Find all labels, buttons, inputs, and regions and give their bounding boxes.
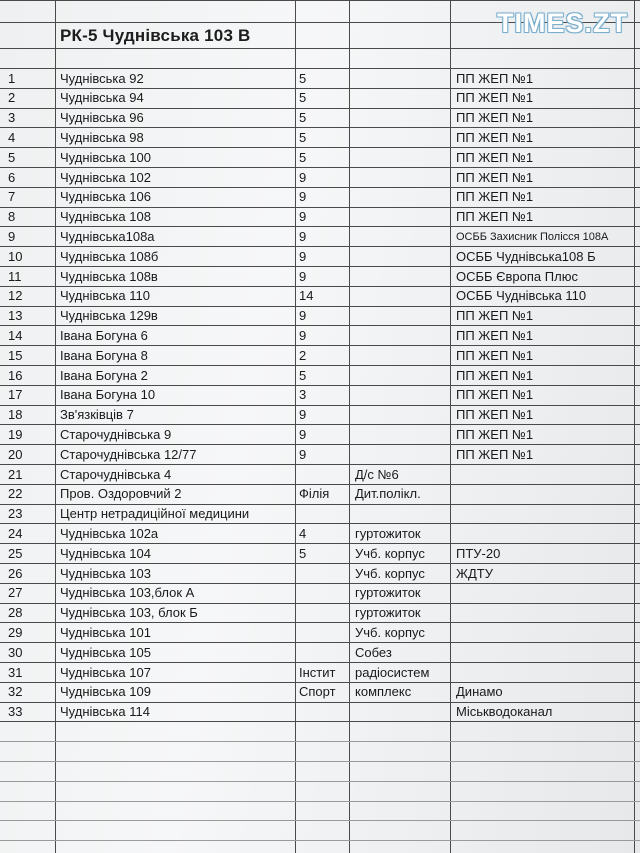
row-divider [0,741,640,742]
table-row [0,346,640,366]
row-address: Чуднівська 110 [60,288,150,304]
row-number: 20 [8,446,23,462]
row-number: 12 [8,288,23,304]
row-organization: ЖДТУ [456,565,494,581]
row-organization: ПП ЖЕП №1 [456,149,534,165]
row-floors: 9 [299,209,307,225]
row-address: Чуднівська 101 [60,624,151,640]
row-number: 23 [8,506,23,522]
row-number: 11 [8,268,22,284]
row-number: 5 [8,149,16,165]
row-organization: ПТУ-20 [456,545,501,561]
table-row [0,326,640,346]
row-divider [0,801,640,802]
row-address: Чуднівська 94 [60,90,144,106]
row-divider [0,0,640,1]
row-number: 2 [8,90,16,106]
row-organization: ПП ЖЕП №1 [456,407,534,423]
row-address: Старочуднівська 12/77 [60,446,197,462]
row-address: Центр нетрадиційної медицини [60,506,250,522]
row-floors: 9 [299,169,307,185]
row-note: Учб. корпус [355,624,425,640]
row-floors: Філія [299,486,330,502]
row-number: 18 [8,407,23,423]
row-number: 15 [8,347,23,363]
table-row [0,643,640,663]
row-number: 7 [8,189,16,205]
row-floors: 5 [299,70,307,86]
row-organization: ПП ЖЕП №1 [456,387,534,403]
watermark-logo: TIMES.ZT [497,8,628,38]
row-divider [0,48,640,49]
row-number: 6 [8,169,16,185]
row-address: Чуднівська 108б [60,248,159,264]
table-row [0,108,640,128]
table-row [0,544,640,564]
row-address: Чуднівська 129в [60,308,158,324]
row-number: 32 [8,684,23,700]
row-organization: ПП ЖЕП №1 [456,446,534,462]
row-number: 10 [8,248,23,264]
row-floors: 9 [299,248,307,264]
row-organization: ОСББ Чуднівська108 Б [456,248,596,264]
row-floors: 3 [299,387,307,403]
row-address: Чуднівська 114 [60,704,150,720]
row-floors: 5 [299,367,307,383]
row-number: 27 [8,585,23,601]
row-note: Дит.полікл. [355,486,421,502]
row-address: Івана Богуна 2 [60,367,148,383]
row-address: Чуднівська 96 [60,110,144,126]
row-organization: ПП ЖЕП №1 [456,327,534,343]
table-row [0,227,640,247]
row-floors: Спорт [299,684,336,700]
row-floors: 9 [299,426,307,442]
table-row [0,148,640,168]
row-address: Старочуднівська 9 [60,426,172,442]
row-floors: 9 [299,407,307,423]
row-number: 24 [8,525,23,541]
table-row [0,425,640,445]
row-organization: ПП ЖЕП №1 [456,169,534,185]
table-row [0,702,640,722]
row-address: Чуднівська 102а [60,525,159,541]
row-organization: ПП ЖЕП №1 [456,129,534,145]
table-row [0,623,640,643]
row-number: 31 [8,664,23,680]
table-row [0,187,640,207]
row-number: 14 [8,327,23,343]
row-organization: ОСББ Чуднівська 110 [456,288,587,304]
table-row [0,286,640,306]
row-number: 33 [8,704,23,720]
row-floors: 5 [299,545,307,561]
table-row [0,366,640,386]
row-address: Чуднівська 108 [60,209,151,225]
table-row [0,524,640,544]
row-number: 19 [8,426,23,442]
row-number: 25 [8,545,23,561]
row-floors: 4 [299,525,307,541]
row-address: Чуднівська 104 [60,545,151,561]
row-organization: ПП ЖЕП №1 [456,189,534,205]
row-number: 21 [8,466,23,482]
table-row [0,583,640,603]
row-floors: 9 [299,327,307,343]
row-organization: Міськводоканал [456,704,553,720]
row-note: комплекс [355,684,412,700]
row-organization: ПП ЖЕП №1 [456,70,534,86]
table-row [0,207,640,227]
table-row [0,663,640,683]
row-number: 8 [8,209,16,225]
table-row [0,682,640,702]
row-floors: 5 [299,90,307,106]
row-organization: ПП ЖЕП №1 [456,209,534,225]
table-row [0,69,640,89]
row-organization: ПП ЖЕП №1 [456,367,534,383]
table-row [0,306,640,326]
row-floors: 5 [299,110,307,126]
row-address: Чуднівська 102 [60,169,151,185]
row-floors: 5 [299,149,307,165]
row-organization: Динамо [456,684,503,700]
table-row [0,445,640,465]
table-row [0,465,640,485]
row-note: гуртожиток [355,605,421,621]
row-address: Чуднівська 106 [60,189,151,205]
row-organization: ОСББ Європа Плюс [456,268,578,284]
row-floors: 14 [299,288,314,304]
row-floors: 2 [299,347,307,363]
row-number: 1 [8,70,16,86]
row-address: Чуднівська 98 [60,129,144,145]
row-number: 16 [8,367,23,383]
row-floors: 9 [299,228,307,244]
row-number: 29 [8,624,23,640]
row-floors: 9 [299,446,307,462]
table-row [0,88,640,108]
row-note: Учб. корпус [355,565,425,581]
row-number: 22 [8,486,23,502]
row-note: Д/с №6 [355,466,399,482]
row-address: Івана Богуна 8 [60,347,148,363]
row-address: Чуднівська 92 [60,70,144,86]
table-row [0,247,640,267]
row-address: Івана Богуна 10 [60,387,156,403]
row-divider [0,761,640,762]
row-divider [0,781,640,782]
row-note: гуртожиток [355,525,421,541]
row-address: Івана Богуна 6 [60,327,148,343]
row-address: Чуднівська 103,блок А [60,585,195,601]
row-address: Чуднівська 109 [60,684,151,700]
row-address: Чуднівська108а [60,228,155,244]
row-number: 3 [8,110,16,126]
row-number: 9 [8,228,16,244]
row-organization: ПП ЖЕП №1 [456,347,534,363]
row-number: 28 [8,605,23,621]
row-floors: 5 [299,129,307,145]
document-title: РК-5 Чуднівська 103 В [60,26,251,45]
row-address: Пров. Оздоровчий 2 [60,486,182,502]
row-number: 4 [8,129,16,145]
table-row [0,484,640,504]
row-divider [0,820,640,821]
table-row [0,168,640,188]
table-row [0,564,640,584]
row-organization: ПП ЖЕП №1 [456,308,534,324]
row-number: 26 [8,565,23,581]
row-note: Учб. корпус [355,545,425,561]
row-address: Чуднівська 107 [60,664,151,680]
row-organization: ПП ЖЕП №1 [456,90,534,106]
table-row [0,267,640,287]
row-address: Чуднівська 103 [60,565,151,581]
table-row [0,405,640,425]
row-address: Чуднівська 100 [60,149,151,165]
row-organization: ОСББ Захисник Полісся 108А [456,230,609,243]
row-organization: ПП ЖЕП №1 [456,426,534,442]
row-organization: ПП ЖЕП №1 [456,110,534,126]
row-floors: 9 [299,308,307,324]
row-floors: Інстит [299,664,336,680]
row-floors: 9 [299,189,307,205]
row-address: Чуднівська 108в [60,268,158,284]
table-row [0,504,640,524]
row-address: Зв'язківців 7 [60,407,134,423]
table-row [0,603,640,623]
row-number: 17 [8,387,23,403]
table-row [0,128,640,148]
row-address: Чуднівська 103, блок Б [60,605,198,621]
row-address: Чуднівська 105 [60,644,151,660]
row-divider [0,840,640,841]
table-row [0,385,640,405]
row-floors: 9 [299,268,307,284]
row-number: 13 [8,308,23,324]
row-note: гуртожиток [355,585,421,601]
row-address: Старочуднівська 4 [60,466,172,482]
row-note: Собез [355,644,392,660]
row-note: радіосистем [355,664,430,680]
row-number: 30 [8,644,23,660]
